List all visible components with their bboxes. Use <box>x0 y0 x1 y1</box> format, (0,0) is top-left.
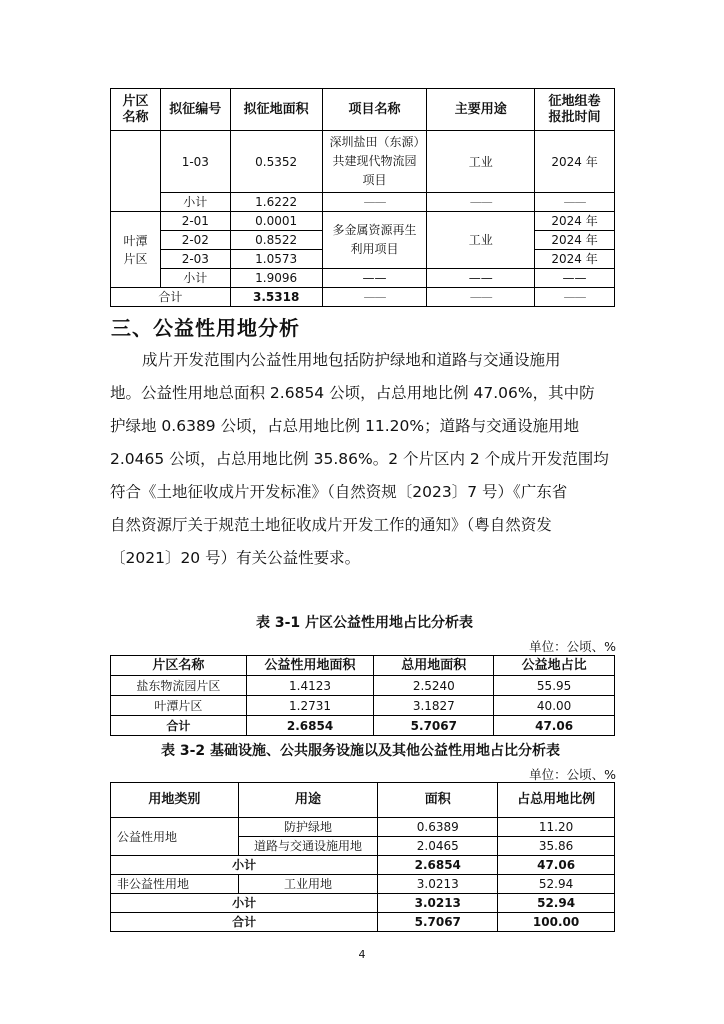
cell: 小计 <box>160 269 230 288</box>
total-row <box>111 716 615 736</box>
paragraph-line: 地。公益性用地总面积 2.6854 公顷，占总用地比例 47.06%，其中防 <box>110 384 595 402</box>
cell: 小计 <box>111 856 378 875</box>
cell: —— <box>427 269 535 288</box>
header-project: 项目名称 <box>322 89 427 131</box>
cell: 35.86 <box>498 837 615 856</box>
cell: 2.6854 <box>246 716 374 736</box>
header-cell: 用途 <box>238 783 378 818</box>
cell: 52.94 <box>498 894 615 913</box>
total-row <box>111 288 615 307</box>
cell: 0.0001 <box>230 212 322 231</box>
cell: 40.00 <box>494 696 615 716</box>
subtotal-row <box>111 894 615 913</box>
cell: 0.8522 <box>230 231 322 250</box>
table2-caption: 表 3-1 片区公益性用地占比分析表 <box>256 615 474 631</box>
land-use-table <box>110 782 615 932</box>
header-use: 主要用途 <box>427 89 535 131</box>
cell: —— <box>322 193 427 212</box>
cell: 1.6222 <box>230 193 322 212</box>
page-number: 4 <box>358 948 366 961</box>
cell: 公益性用地 <box>111 818 239 856</box>
header-cell: 总用地面积 <box>374 656 494 676</box>
cell: 1.9096 <box>230 269 322 288</box>
cell: 叶潭片区 <box>111 696 247 716</box>
table-header <box>111 89 615 131</box>
cell: 合计 <box>111 716 247 736</box>
cell: 55.95 <box>494 676 615 696</box>
paragraph-line: 护绿地 0.6389 公顷，占总用地比例 11.20%；道路与交通设施用地 <box>110 417 580 435</box>
cell: —— <box>322 288 427 307</box>
table-row <box>111 212 615 231</box>
cell: 2.6854 <box>378 856 498 875</box>
cell: 2-01 <box>160 212 230 231</box>
cell: 2024 年 <box>535 231 615 250</box>
paragraph-line: 自然资源厅关于规范土地征收成片开发工作的通知》（粤自然资发 <box>110 516 552 534</box>
cell: 1-03 <box>160 131 230 193</box>
cell: 3.5318 <box>230 288 322 307</box>
header-cell: 片区名称 <box>111 656 247 676</box>
cell: 2.0465 <box>378 837 498 856</box>
paragraph-line: 符合《土地征收成片开发标准》（自然资规〔2023〕7 号）《广东省 <box>110 483 568 501</box>
header-cell: 公益性用地面积 <box>246 656 374 676</box>
cell: —— <box>535 288 615 307</box>
cell: —— <box>322 269 427 288</box>
cell: 非公益性用地 <box>111 875 239 894</box>
cell: 2.5240 <box>374 676 494 696</box>
cell: 合计 <box>111 913 378 932</box>
cell: —— <box>535 269 615 288</box>
cell: 小计 <box>111 894 378 913</box>
cell: 工业用地 <box>238 875 378 894</box>
cell: 工业 <box>427 131 535 193</box>
section-title: 三、公益性用地分析 <box>111 316 300 340</box>
cell: 5.7067 <box>374 716 494 736</box>
cell: —— <box>427 193 535 212</box>
header-area: 拟征地面积 <box>230 89 322 131</box>
header-code: 拟征编号 <box>160 89 230 131</box>
cell: 1.2731 <box>246 696 374 716</box>
header-cell: 公益地占比 <box>494 656 615 676</box>
header-cell: 用地类别 <box>111 783 239 818</box>
analysis-paragraph <box>110 344 616 575</box>
header-time: 征地组卷 报批时间 <box>535 89 615 131</box>
subtotal-row <box>111 856 615 875</box>
cell: 2-02 <box>160 231 230 250</box>
cell: 0.6389 <box>378 818 498 837</box>
table-row <box>111 193 615 212</box>
cell: 2-03 <box>160 250 230 269</box>
table3-caption: 表 3-2 基础设施、公共服务设施以及其他公益性用地占比分析表 <box>161 743 561 759</box>
cell: 52.94 <box>498 875 615 894</box>
table-header <box>111 783 615 818</box>
table-row <box>111 269 615 288</box>
cell: 11.20 <box>498 818 615 837</box>
table-row <box>111 676 615 696</box>
cell: 防护绿地 <box>238 818 378 837</box>
cell: 100.00 <box>498 913 615 932</box>
cell: 5.7067 <box>378 913 498 932</box>
cell: 2024 年 <box>535 131 615 193</box>
cell: 3.1827 <box>374 696 494 716</box>
paragraph-line: 2.0465 公顷，占总用地比例 35.86%。2 个片区内 2 个成片开发范围均 <box>110 450 609 468</box>
cell: 1.0573 <box>230 250 322 269</box>
total-row <box>111 913 615 932</box>
cell: 47.06 <box>498 856 615 875</box>
cell: 3.0213 <box>378 875 498 894</box>
cell: 盐东物流园片区 <box>111 676 247 696</box>
paragraph-line: 〔2021〕20 号）有关公益性要求。 <box>110 549 361 567</box>
cell: 3.0213 <box>378 894 498 913</box>
table-header <box>111 656 615 676</box>
cell: 深圳盐田（东源）共建现代物流园项目 <box>322 131 427 193</box>
header-cell: 占总用地比例 <box>498 783 615 818</box>
cell: —— <box>535 193 615 212</box>
table2-unit: 单位：公顷、% <box>529 639 616 654</box>
zone1-cell <box>111 131 161 212</box>
cell: 工业 <box>427 212 535 269</box>
header-cell: 面积 <box>378 783 498 818</box>
header-zone: 片区 名称 <box>111 89 161 131</box>
cell: 2024 年 <box>535 212 615 231</box>
cell: 小计 <box>160 193 230 212</box>
cell: 合计 <box>111 288 231 307</box>
cell: 47.06 <box>494 716 615 736</box>
cell: 1.4123 <box>246 676 374 696</box>
table-row <box>111 131 615 193</box>
cell: 道路与交通设施用地 <box>238 837 378 856</box>
table-row <box>111 696 615 716</box>
cell: 0.5352 <box>230 131 322 193</box>
cell: —— <box>427 288 535 307</box>
public-ratio-table <box>110 655 615 736</box>
table-row <box>111 818 615 837</box>
table3-unit: 单位：公顷、% <box>529 767 616 782</box>
cell: 2024 年 <box>535 250 615 269</box>
land-table <box>110 88 615 307</box>
paragraph-line: 成片开发范围内公益性用地包括防护绿地和道路与交通设施用 <box>142 351 561 369</box>
table-row <box>111 875 615 894</box>
zone2-cell: 叶潭 片区 <box>111 212 161 288</box>
cell: 多金属资源再生利用项目 <box>322 212 427 269</box>
